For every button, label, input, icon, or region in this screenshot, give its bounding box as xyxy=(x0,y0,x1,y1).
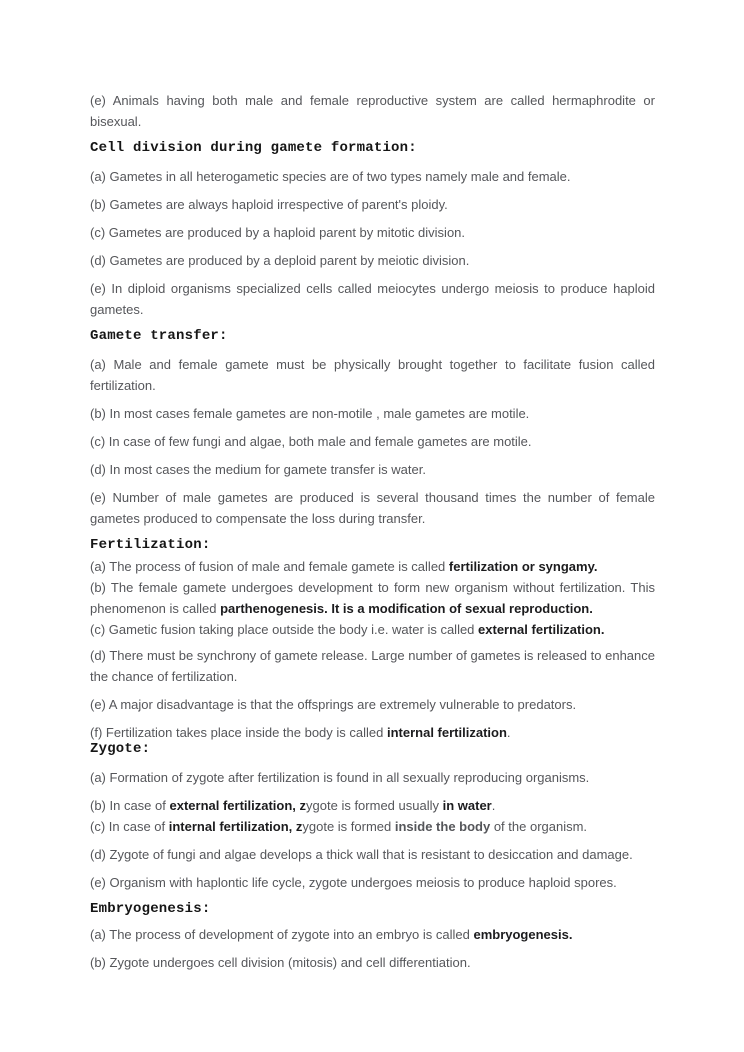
paragraph-text: (e) A major disadvantage is that the offsprings are extremely vulnerable to predators. xyxy=(90,697,577,712)
bold-term: embryogenesis. xyxy=(473,927,573,942)
paragraph-text: (f) Fertilization takes place inside the body is called xyxy=(90,725,387,740)
paragraph-text: (a) The process of fusion of male and female gamete is called xyxy=(90,559,449,574)
paragraph-text: ygote is formed usually xyxy=(306,798,443,813)
paragraph-text: of the organism. xyxy=(490,819,588,834)
note-paragraph xyxy=(90,619,655,640)
section-heading-cell-division: Cell division during gamete formation: xyxy=(90,140,417,156)
paragraph-text: (e) Number of male gametes are produced is several thousand times the number of female gametes produced to compensate the loss during transfer. xyxy=(90,490,655,526)
bold-term: fertilization or syngamy. xyxy=(448,559,598,574)
bold-term: internal fertilization xyxy=(386,725,507,740)
note-paragraph xyxy=(90,952,655,973)
paragraph-text: (d) In most cases the medium for gamete transfer is water. xyxy=(90,462,426,477)
paragraph-text: (a) Gametes in all heterogametic species are of two types namely male and female. xyxy=(90,169,571,184)
note-paragraph xyxy=(90,645,655,687)
note-paragraph xyxy=(90,166,655,187)
note-paragraph xyxy=(90,767,655,788)
paragraph-text: . xyxy=(506,725,511,740)
note-paragraph xyxy=(90,354,655,396)
note-paragraph xyxy=(90,403,655,424)
paragraph-text: (d) Zygote of fungi and algae develops a thick wall that is resistant to desiccation and damage. xyxy=(90,847,633,862)
note-paragraph xyxy=(90,556,655,577)
section-heading-zygote: Zygote: xyxy=(90,741,151,757)
paragraph-text: (a) Formation of zygote after fertilization is found in all sexually reproducing organisms. xyxy=(90,770,590,785)
note-paragraph xyxy=(90,250,655,271)
paragraph-text: (e) Organism with haplontic life cycle, zygote undergoes meiosis to produce haploid spores. xyxy=(90,875,617,890)
paragraph-text: (a) The process of development of zygote into an embryo is called xyxy=(90,927,474,942)
paragraph-text: (d) There must be synchrony of gamete release. Large number of gametes is released to enhance the chance of fertilization. xyxy=(90,648,655,684)
paragraph-text: . xyxy=(491,798,496,813)
note-paragraph xyxy=(90,459,655,480)
paragraph-text: (e) Animals having both male and female reproductive system are called hermaphrodite or bisexual. xyxy=(90,93,655,129)
note-paragraph xyxy=(90,816,655,837)
paragraph-text: (b) Gametes are always haploid irrespective of parent's ploidy. xyxy=(90,197,448,212)
paragraph-text: (b) The female gamete undergoes development to form new organism without fertilization. This phenomenon is called xyxy=(90,580,655,616)
intro-paragraph xyxy=(90,90,655,132)
paragraph-text: (a) Male and female gamete must be physically brought together to facilitate fusion called fertilization. xyxy=(90,357,655,393)
note-paragraph xyxy=(90,844,655,865)
note-paragraph xyxy=(90,924,655,945)
paragraph-text: (c) In case of few fungi and algae, both male and female gametes are motile. xyxy=(90,434,532,449)
paragraph-text: (b) In case of xyxy=(90,798,170,813)
paragraph-text: (b) Zygote undergoes cell division (mitosis) and cell differentiation. xyxy=(90,955,471,970)
bold-term: external fertilization, z xyxy=(169,798,307,813)
note-paragraph xyxy=(90,222,655,243)
note-paragraph xyxy=(90,872,655,893)
paragraph-text: (d) Gametes are produced by a deploid parent by meiotic division. xyxy=(90,253,470,268)
note-paragraph xyxy=(90,194,655,215)
paragraph-text: (e) In diploid organisms specialized cells called meiocytes undergo meiosis to produce haploid gametes. xyxy=(90,281,655,317)
note-paragraph xyxy=(90,278,655,320)
note-paragraph xyxy=(90,694,655,715)
paragraph-text: (c) In case of xyxy=(90,819,169,834)
paragraph-text: (c) Gametic fusion taking place outside the body i.e. water is called xyxy=(90,622,479,637)
section-heading-embryogenesis: Embryogenesis: xyxy=(90,901,211,917)
paragraph-text: (b) In most cases female gametes are non-motile , male gametes are motile. xyxy=(90,406,530,421)
bold-term: parthenogenesis. It is a modification of sexual reproduction. xyxy=(220,601,593,616)
note-paragraph xyxy=(90,577,655,619)
note-paragraph xyxy=(90,431,655,452)
bold-term: in water xyxy=(442,798,492,813)
bold-term: external fertilization. xyxy=(478,622,605,637)
note-paragraph xyxy=(90,487,655,529)
section-heading-gamete-transfer: Gamete transfer: xyxy=(90,328,228,344)
bold-term: inside the body xyxy=(394,819,491,834)
paragraph-text: (c) Gametes are produced by a haploid parent by mitotic division. xyxy=(90,225,466,240)
section-heading-fertilization: Fertilization: xyxy=(90,537,211,553)
note-paragraph xyxy=(90,795,655,816)
bold-term: internal fertilization, z xyxy=(168,819,303,834)
paragraph-text: ygote is formed xyxy=(302,819,395,834)
